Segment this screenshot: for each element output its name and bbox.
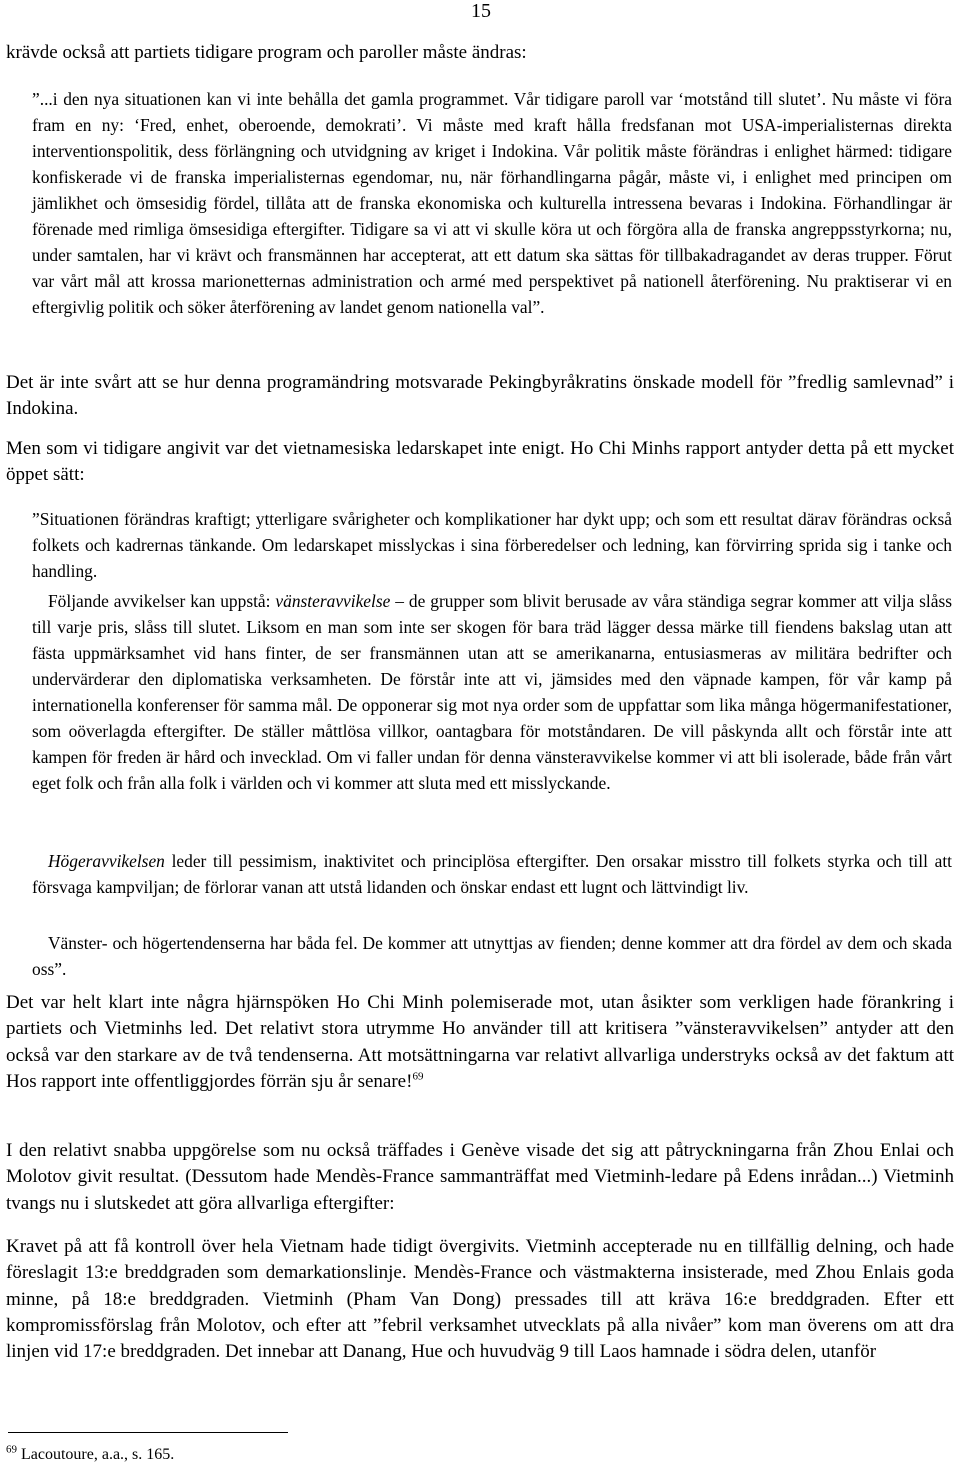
emphasis-left-deviation: vänsteravvikelse bbox=[275, 591, 391, 611]
footnote-reference: 69 bbox=[412, 1070, 424, 1083]
body-paragraph-leadership: Men som vi tidigare angivit var det vietnamesiska ledarskapet inte enigt. Ho Chi Minhs rapport antyder detta på ett mycket öppet sätt: bbox=[6, 438, 954, 486]
footnote-separator bbox=[8, 1432, 288, 1433]
quote-paragraph-left-deviation bbox=[32, 588, 952, 796]
body-paragraph-demarcation: Kravet på att få kontroll över hela Vietnam hade tidigt övergivits. Vietminh accepterade nu en tillfällig delning, och hade föreslagit 13:e breddgraden som demarkationslinje. Mendès-France och västmakterna insisterade, med Zhou Enlais goda minne, på 18:e breddgraden. Vietminh (Pham Van Dong) pressades till att kräva 16:e breddgraden. Efter ett kompromissförslag från Molotov, och efter att ”febril verksamhet utvecklats på alla nivåer” kom man överens om att dra linjen vid 17:e breddgraden. Det innebar att Danang, Hue och huvudväg 9 till Laos hamnade i södra delen, utanför bbox=[6, 1236, 954, 1363]
quote-text: – de grupper som blivit berusade av våra ständiga segrar kommer att vilja slåss till varje pris, slåss till slutet. Liksom en man som inte ser skogen för bara träd lägger dessa märke till fiendens bakslag utan att fästa uppmärksamhet vid hans finter, de ser fransmännen utan att se amerikanarna, entusiasmeras av militära bedrifter och undervärderar den diplomatiska verksamheten. De förstår inte att vi, jämsides med den väpnade kampen, för vår kamp på internationella konferenser för samma mål. De opponerar sig mot nya order som de uppfattar som lika många högermanifestationer, som oöverlagda eftergifter. De ställer måttlösa villkor, oantagbara för motståndaren. De vill påskynda allt och förstår inte att kampen för freden är hård och invecklad. Om vi faller undan för denna vänsteravvikelse kommer vi att bli isolerade, både från vårt eget folk och från alla folk i världen och vi kommer att sluta med ett misslyckande. bbox=[32, 591, 953, 793]
footnote bbox=[6, 1443, 175, 1464]
page-number: 15 bbox=[471, 0, 491, 22]
quote-paragraph-right-deviation bbox=[32, 848, 952, 900]
emphasis-right-deviation: Högeravvikelsen bbox=[48, 851, 165, 871]
footnote-text: Lacoutoure, a.a., s. 165. bbox=[17, 1446, 175, 1463]
quote-text: Följande avvikelser kan uppstå: bbox=[48, 591, 276, 611]
quote-text: leder till pessimism, inaktivitet och principlösa eftergifter. Den orsakar misstro till folkets styrka och till att försvaga kampviljan; de förlorar vanan att utstå lidanden och önskar endast ett lugnt och lättvindigt liv. bbox=[32, 851, 952, 897]
body-text: Det var helt klart inte några hjärnspöken Ho Chi Minh polemiserade mot, utan åsikter som verkligen hade förankring i partiets och Vietminhs led. Det relativt stora utrymme Ho använder till att kritisera ”vänsteravvikelsen” antyder att den också var den starkare av de två tendenserna. Att motsättningarna var relativt allvarliga understryks också av det faktum att Hos rapport inte offentliggjordes förrän sju år senare! bbox=[6, 992, 954, 1092]
footnote-number: 69 bbox=[6, 1443, 17, 1456]
body-paragraph-program-change: Det är inte svårt att se hur denna programändring motsvarade Pekingbyråkratins önskade modell för ”fredlig samlevnad” i Indokina. bbox=[6, 372, 954, 420]
body-paragraph-polemic bbox=[6, 990, 954, 1095]
body-paragraph-geneva: I den relativt snabba uppgörelse som nu också träffades i Genève visade det sig att påtryckningarna från Zhou Enlai och Molotov givit resultat. (Dessutom hade Mendès-France sammanträffat med Vietminh-ledare på Edens inrådan...) Vietminh tvangs nu i slutskedet att göra allvarliga eftergifter: bbox=[6, 1140, 954, 1214]
body-paragraph-intro: krävde också att partiets tidigare program och paroller måste ändras: bbox=[6, 42, 527, 63]
quote-paragraph-both-wrong: Vänster- och högertendenserna har båda fel. De kommer att utnyttjas av fienden; denne kommer att dra fördel av dem och skada oss”. bbox=[32, 933, 952, 979]
quote-paragraph-program: ”...i den nya situationen kan vi inte behålla det gamla programmet. Vår tidigare paroll var ‘motstånd till slutet’. Nu måste vi föra fram en ny: ‘Fred, enhet, oberoende, demokrati’. Vi måste med kraft hålla fredsfanan mot USA-imperialisternas direkta interventionspolitik, dess förlängning och utvidgning av kriget i Indokina. Vår politik måste förändras i enlighet härmed: tidigare konfiskerade vi de franska imperialisternas egendomar, nu, när förhandlingarna pågår, måste vi, i enlighet med principen om jämlikhet och ömsesidig fördel, tillåta att de franska ekonomiska och kulturella intressena bevaras i Indokina. Förhandlingar är förenade med rimliga ömsesidiga eftergifter. Tidigare sa vi att vi skulle köra ut och förgöra alla de franska angreppsstyrkorna; nu, under samtalen, har vi krävt och fransmännen har accepterat, att ett datum ska sättas för tillbakadragandet av deras trupper. Förut var vårt mål att krossa marionetternas administration och armé med perspektivet på nationell återförening. Nu praktiserar vi en eftergivlig politik och söker återförening av landet genom nationella val”. bbox=[32, 89, 952, 317]
quote-paragraph-situation: ”Situationen förändras kraftigt; ytterligare svårigheter och komplikationer har dykt upp; och som ett resultat därav förändras också folkets och kadrernas tänkande. Om ledarskapet misslyckas i sina förberedelser och ledning, kan förvirring sprida sig i tanke och handling. bbox=[32, 509, 952, 581]
